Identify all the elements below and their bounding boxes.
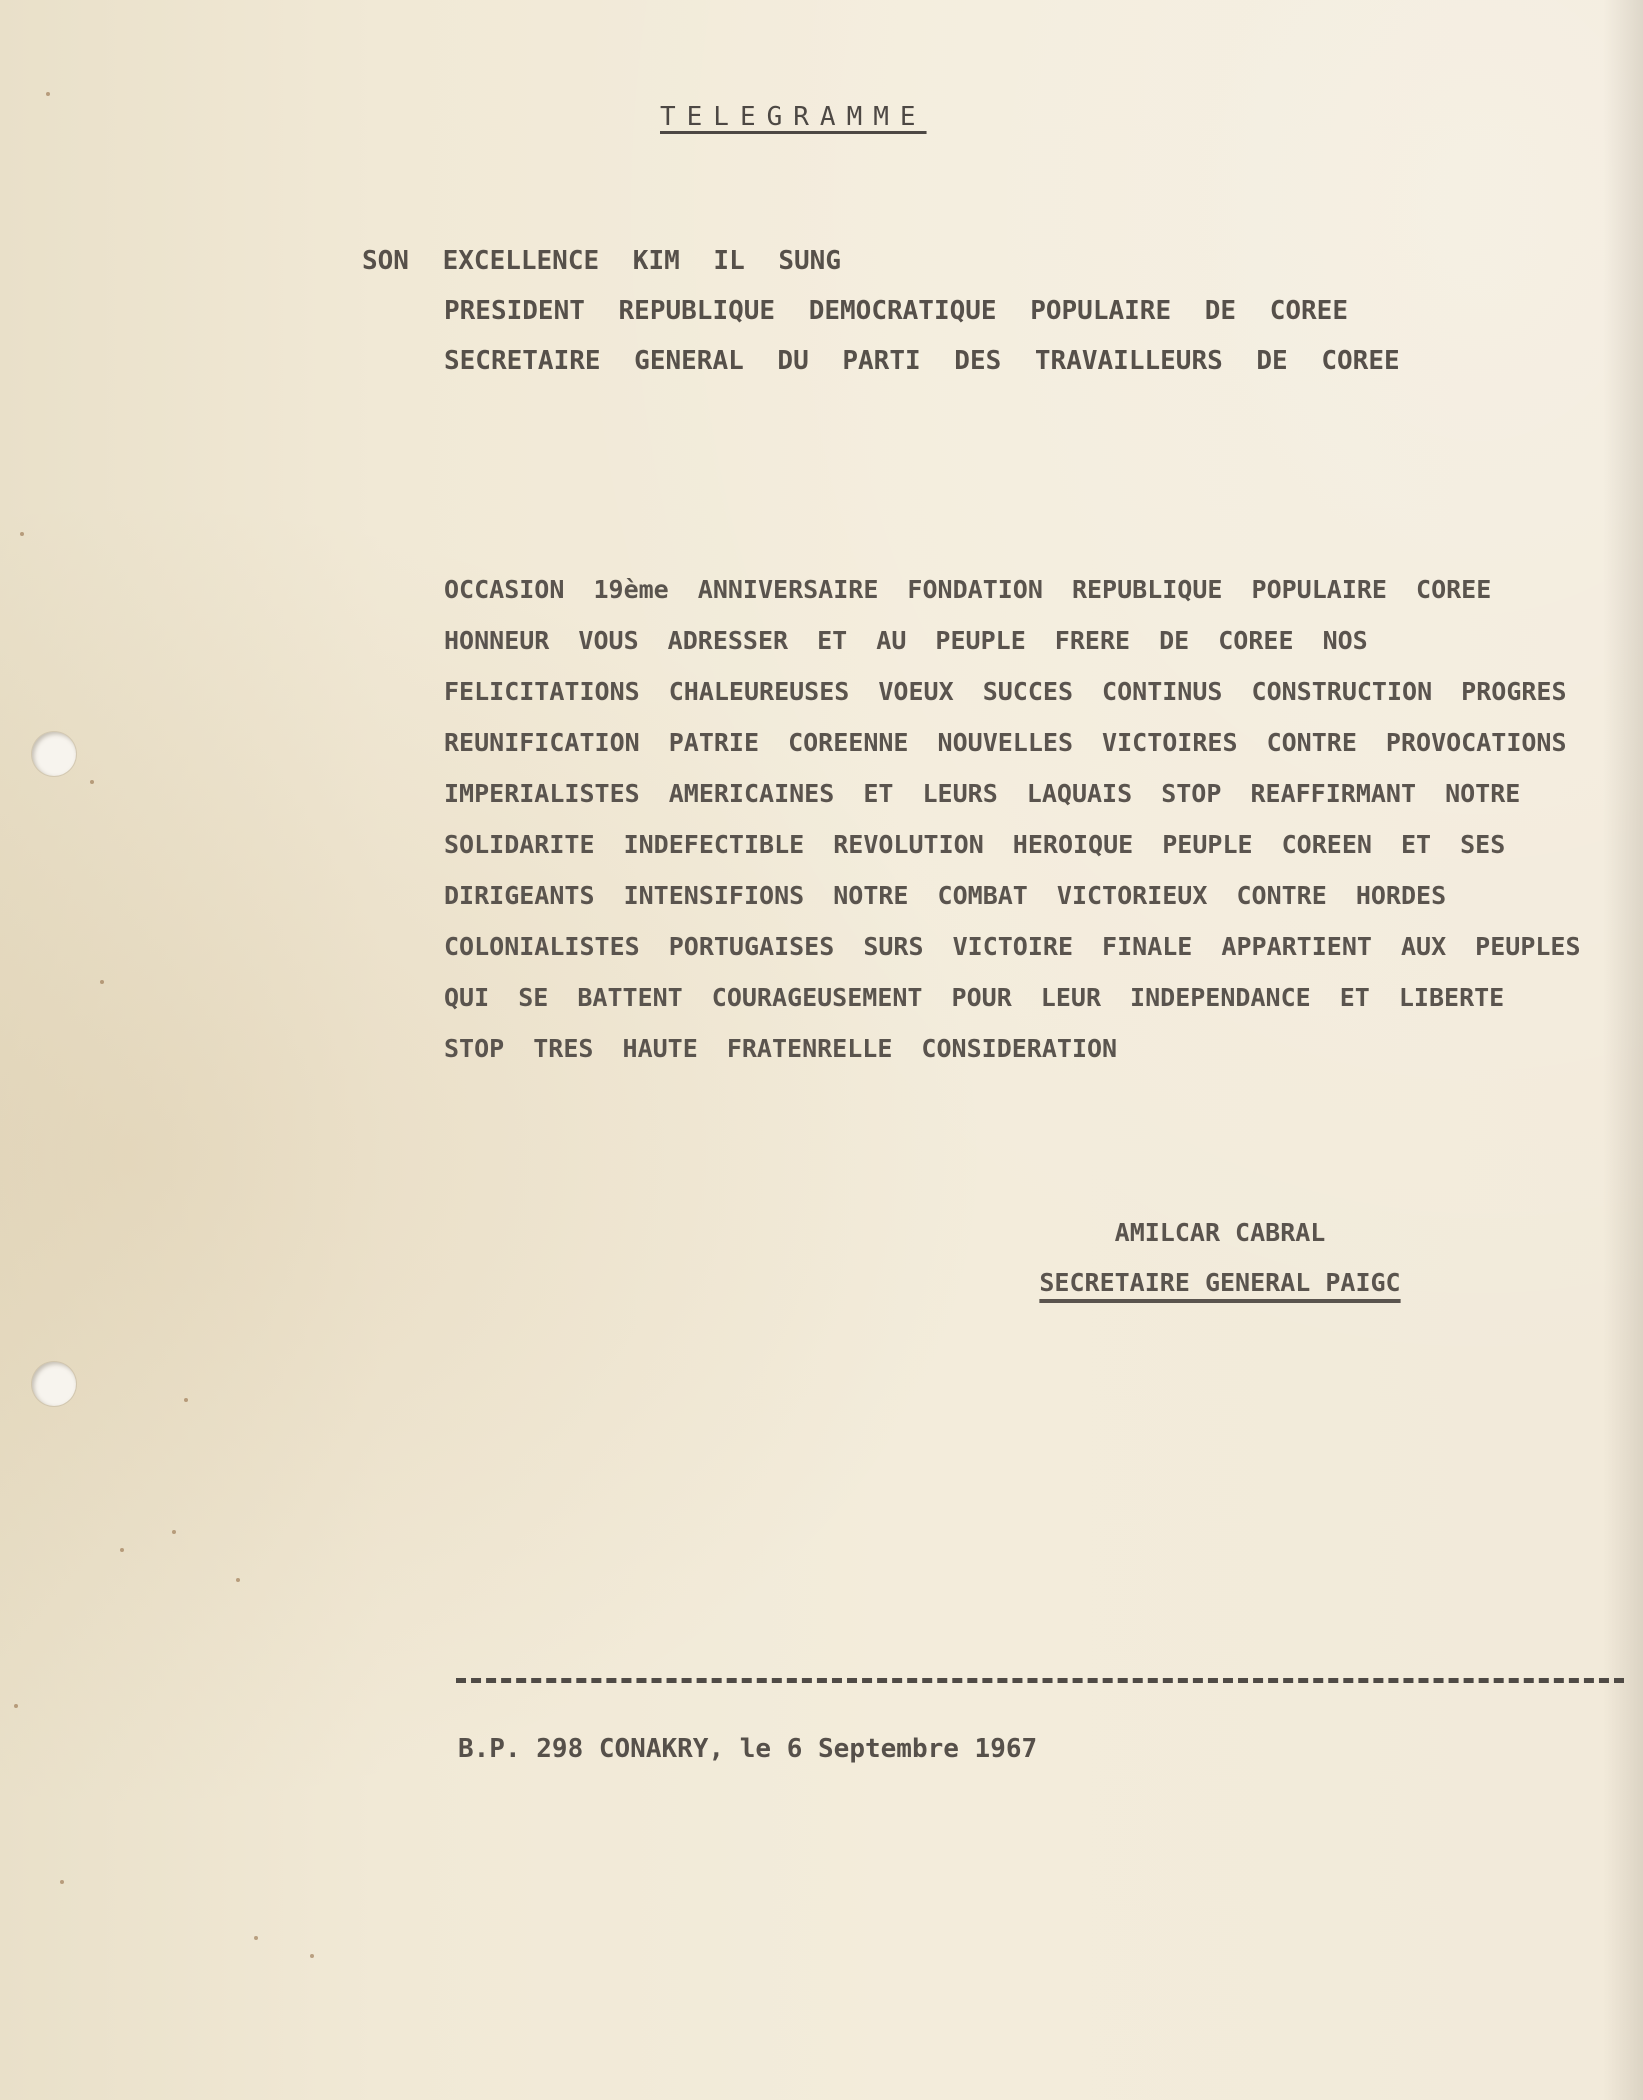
recipient-line: SON EXCELLENCE KIM IL SUNG xyxy=(362,246,841,276)
recipient-line: SECRETAIRE GENERAL DU PARTI DES TRAVAILLEURS DE COREE xyxy=(444,346,1400,376)
signatory-role: SECRETAIRE GENERAL PAIGC xyxy=(1039,1268,1401,1297)
body-line: SOLIDARITE INDEFECTIBLE REVOLUTION HEROIQUE PEUPLE COREEN ET SES xyxy=(444,830,1506,859)
recipient-block xyxy=(362,236,1400,386)
body-line: OCCASION 19ème ANNIVERSAIRE FONDATION REPUBLIQUE POPULAIRE COREE xyxy=(444,575,1492,604)
stain-speck xyxy=(120,1548,124,1552)
stain-speck xyxy=(90,780,94,784)
body-line: QUI SE BATTENT COURAGEUSEMENT POUR LEUR INDEPENDANCE ET LIBERTE xyxy=(444,983,1505,1012)
stain-speck xyxy=(60,1880,64,1884)
stain-speck xyxy=(14,1704,18,1708)
recipient-line: PRESIDENT REPUBLIQUE DEMOCRATIQUE POPULAIRE DE COREE xyxy=(444,296,1348,326)
document-title: TELEGRAMME xyxy=(660,102,927,132)
footer-address-date: B.P. 298 CONAKRY, le 6 Septembre 1967 xyxy=(458,1734,1038,1764)
punch-hole-top xyxy=(32,732,76,776)
stain-speck xyxy=(172,1530,176,1534)
body-line: FELICITATIONS CHALEUREUSES VOEUX SUCCES CONTINUS CONSTRUCTION PROGRES xyxy=(444,677,1567,706)
stain-speck xyxy=(100,980,104,984)
body-line: COLONIALISTES PORTUGAISES SURS VICTOIRE FINALE APPARTIENT AUX PEUPLES xyxy=(444,932,1581,961)
body-line: STOP TRES HAUTE FRATENRELLE CONSIDERATION xyxy=(444,1034,1118,1063)
signatory-name: AMILCAR CABRAL xyxy=(1114,1218,1326,1247)
signature-block xyxy=(1020,1208,1420,1308)
horizontal-rule xyxy=(456,1678,1624,1683)
telegram-body xyxy=(444,564,1624,1074)
stain-speck xyxy=(236,1578,240,1582)
body-line: REUNIFICATION PATRIE COREENNE NOUVELLES VICTOIRES CONTRE PROVOCATIONS xyxy=(444,728,1567,757)
body-line: HONNEUR VOUS ADRESSER ET AU PEUPLE FRERE DE COREE NOS xyxy=(444,626,1368,655)
body-line: IMPERIALISTES AMERICAINES ET LEURS LAQUAIS STOP REAFFIRMANT NOTRE xyxy=(444,779,1521,808)
stain-speck xyxy=(184,1398,188,1402)
stain-speck xyxy=(20,532,24,536)
stain-speck xyxy=(46,92,50,96)
body-line: DIRIGEANTS INTENSIFIONS NOTRE COMBAT VICTORIEUX CONTRE HORDES xyxy=(444,881,1447,910)
punch-hole-bottom xyxy=(32,1362,76,1406)
stain-speck xyxy=(310,1954,314,1958)
stain-speck xyxy=(254,1936,258,1940)
